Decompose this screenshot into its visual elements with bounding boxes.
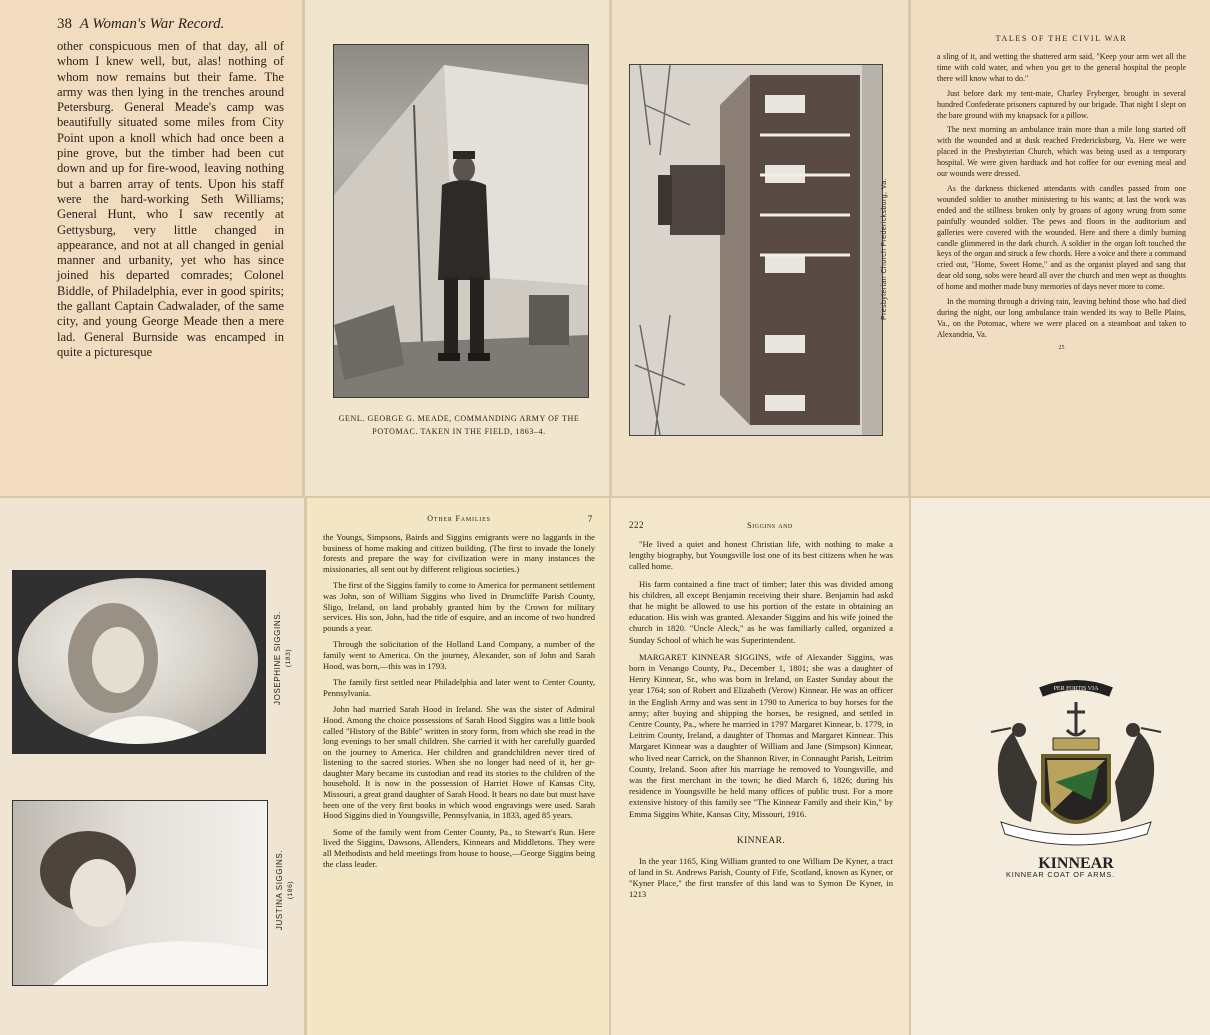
book-page-222 [611,498,909,1035]
page-body-text [629,539,893,901]
page-header [57,16,284,33]
caption-number: (183) [285,648,292,668]
crest-name: KINNEAR [1038,855,1114,872]
coat-of-arms-page [911,498,1210,1035]
page-body-text: other conspicuous men of that day, all of whom I knew well, but, alas! nothing of whom now remains but their fame. The army was then lying in the trenches around Petersburg. General Meade's camp was beautifully situated some miles from City Point upon a knoll which had once been a pine grove, but the timber had been cut down and up for fire-wood, leaving nothing but a barren array of tents. Upon his staff were the hard-working Seth Williams; General Hunt, who I saw recently at Gettysburg, very little changed in appearance, and not at all changed in genial manner and urbanity, yet who has since joined his departed comrades; Colonel Biddle, of Philadelphia, ever in good spirits; the gallant Captain Cadwalader, of the same city, and young George Meade then a mere lad. General Burnside was encamped in quite a picturesque [57,39,284,359]
paragraph: a sling of it, and wetting the shattered arm said, "Keep your arm wet all the time with cold water, and when you get to the general hospital the people there will know what to do." [937,52,1186,83]
motto-text: PER FORTIS VIA [1053,686,1099,692]
kinnear-coat-of-arms [971,672,1181,902]
book-page-7 [307,498,609,1035]
josephine-caption [272,578,296,738]
coat-of-arms-caption: KINNEAR COAT OF ARMS. [1006,870,1115,879]
paragraph: In the year 1165, King William granted to one William De Kyner, a tract of land in St. Andrews Parish, County of Fife, Scotland, known as Kyner, or "Kyner Place," the first transfer of this land was to Symon De Kyner, in 1213 [629,855,893,900]
church-image [630,65,882,435]
siggins-portraits-page [0,498,304,1035]
book-page-25 [911,0,1210,496]
caption-line-1: GENL. GEORGE G. MEADE, COMMANDING ARMY OF THE [338,414,580,423]
josephine-portrait-frame [12,570,266,754]
meade-photograph [333,44,589,398]
paragraph: the Youngs, Simpsons, Bairds and Siggins emigrants were no laggards in the business of home making and citizen building. (The first to invade the lonely forests and prepare the way for civilization were in many instances the missionaries, all sent out by different religious societies.) [323,532,595,574]
paragraph: The next morning an ambulance train more than a mile long started off with the wounded and at dusk reached Fredericksburg, Va. Here we were placed in the Presbyterian Church, which was being used as a temporary hospital. We were given hardtack and hot coffee for our evening meal and our wounds were dressed. [937,125,1186,179]
section-heading: KINNEAR. [736,835,786,846]
paragraph: John had married Sarah Hood in Ireland. She was the sister of Admiral Hood. Among the choice possessions of Sarah Hood Siggins was a little book called "History of the Bible" written in story form, from which she read in the long evenings to her small children. She carried it with her carefully guarded on the journey to America. Her children and grandchildren never tired of listening to the sacred stories. When she no longer had need of it, her gr-daughter Mary became its custodian and read its stories to the children of the household. It is now in the possession of Harriet Howe of Kansas City, Missouri, a great grand daughter of Sarah Hood. It bears no date but must have been one of the very first books in which wood engravings were used. Sarah Hood Siggins died in Youngsville, Pennsylvania, in 1833, aged 85 years. [323,704,595,821]
church-photograph [629,64,883,436]
caption-name: JUSTINA SIGGINS. [275,849,284,931]
paragraph: The family first settled near Philadelphia and later went to Center County, Pennsylvania. [323,677,595,698]
caption-line-2: POTOMAC. TAKEN IN THE FIELD, 1863–4. [372,427,546,436]
page-body-text [323,532,595,869]
paragraph: His farm contained a fine tract of timber; later this was divided among his children, all except Benjamin receiving their share. Benjamin had askd that he might be allowed to use his portion of the estate in obtaining an education. His wish was granted. Alexander Siggins and his wife joined the church in 1820. "Uncle Aleck," as he was familiarly called, organized a Sunday School of which he was Superintendent. [629,578,893,645]
church-plate-page [612,0,908,496]
paragraph: Just before dark my tent-mate, Charley Fryberger, brought in several hundred Confederate prisoners captured by our brigade. That night I slept on the bare ground with my knapsack for a pillow. [937,88,1186,120]
paragraph: MARGARET KINNEAR SIGGINS, wife of Alexander Siggins, was born in Venango County, Pa., December 1, 1801; she was a daughter of Henry Kinnear, Sr., who was born in Ireland, on Easter Sunday about the year 1764; son of Robert and Elizabeth (Verow) Kinnear. He was an officer in the English Army and was sent in 1790 to America to buy horses for the army; after buying and shipping the horses, he resigned, and settled in Centre County, Pa., where he married in 1797 Margaret Kinnear, b. 1779, in Leitrim County, Ireland, a daughter of Thomas and Margaret Kinnear. This Margaret Kinnear was a daughter of William and Jane (Simpson) Kinnear, who lived near Carrick, on the Shannon River, in Connaught Parish, Leitrim County, Ireland. Soon after his marriage he removed to Youngsville, and was the first merchant in the town; he died March 6, 1826; during his residence in Youngsville he held many offices of public trust. For a more extensive history of this family see "The Kinnear Family and their Kin," by Emma Siggins White, Kansas City, Missouri, 1916. [629,651,893,819]
running-title: Other Families [427,514,491,523]
photo-caption [327,412,591,438]
page-number: 222 [629,520,644,530]
running-title: TALES OF THE CIVIL WAR [995,34,1128,43]
portrait-plate-page [305,0,609,496]
josephine-portrait-photo [18,578,258,744]
caption-name: JOSEPHINE SIGGINS. [273,611,282,705]
justina-caption [274,810,298,970]
paragraph: "He lived a quiet and honest Christian life, with nothing to make a lengthy biography, but Youngsville lost one of its best citizens when he was called home. [629,539,893,572]
justina-portrait-photo [12,800,268,986]
paragraph: The first of the Siggins family to come to America for permanent settlement was John, son of William Siggins who lived in Drumcliffe Parish County, Sligo, Ireland, on land probably granted him by the Crown for military services. His son, John, had the title of esquire, and an income of two hundred pounds a year. [323,580,595,633]
paragraph: Some of the family went from Center County, Pa., to Stewart's Run. Here lived the Siggins, Dawsons, Allenders, Kinnears and Middletons. They were all Methodists and held meetings from house to house,—George Siggins being the class leader. [323,826,595,869]
page-body-text [937,52,1186,341]
page-number: 38 [57,16,72,32]
caption-number: (186) [287,880,294,900]
page-header [629,520,893,530]
tent-scene-image [334,45,588,397]
running-title: A Woman's War Record. [79,16,225,32]
church-caption: Presbyterian Church Fredericksburg, Va. [881,178,888,320]
portrait-image [18,578,258,744]
running-title: Siggins and [747,520,793,530]
paragraph: In the morning through a driving rain, leaving behind those who had died during the night, our long ambulance train wended its way to Belle Plains, Va., on the Potomac, where we were placed on a steamboat and taken to Alexandria, Va. [937,297,1186,339]
paragraph: Through the solicitation of the Holland Land Company, a number of the family went to America. On the journey, Alexander, son of John and Sarah Hood, was born,—this was in 1793. [323,639,595,671]
book-page-38 [0,0,302,496]
page-header [323,514,595,523]
portrait-image [13,801,267,985]
page-number: 7 [587,514,593,524]
page-number: 25 [1058,344,1065,351]
paragraph: As the darkness thickened attendants with candles passed from one wounded soldier to another ministering to his wants; at last the work was ended and the stillness broken only by groans of agony wrung from some painfully wounded soldier. The pews and floors in the auditorium and galleries were covered with the wounded. Here and there a dimly burning candle glimmered in the dark church. A soldier in the organ loft touched the keys of the organ and struck a few chords. Here a voice and there a command cried out, "Home, Sweet Home," and as the organist played and sang that dear old song, sobs were heard all over the church and men wept as thoughts of home and mother made busy memories of days never more to come. [937,183,1186,292]
